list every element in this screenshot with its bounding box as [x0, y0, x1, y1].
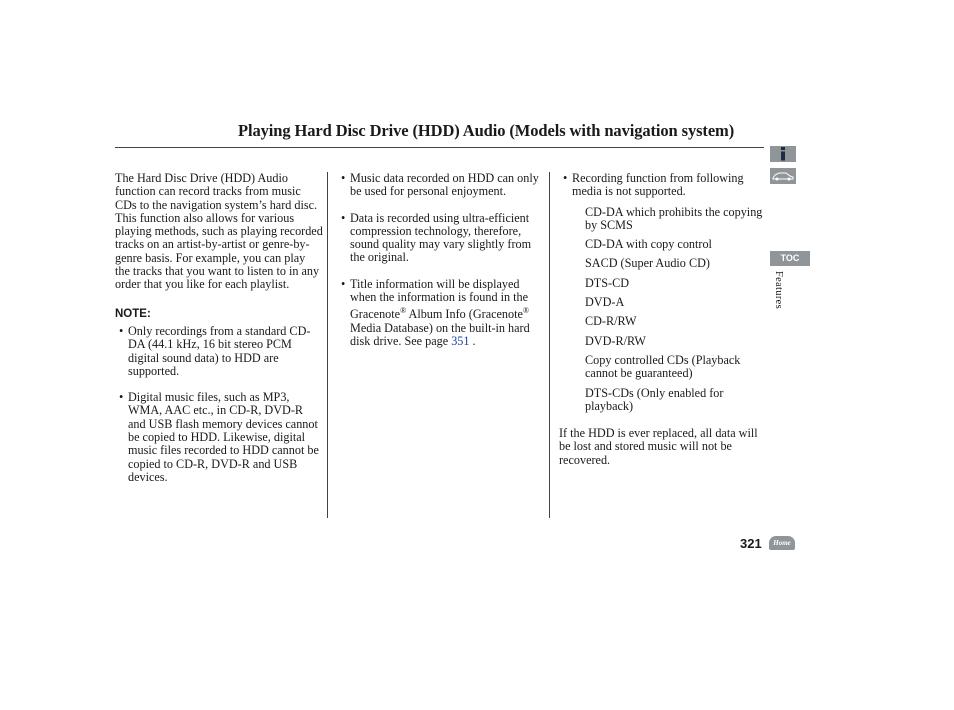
list-item: DVD-R/RW [585, 333, 646, 348]
list-item: • Title information will be displayed when the information is found in the Gracenote® Album Info (Gracenote® Media Database) on the built-in hard disk drive. See page 351 . [341, 276, 530, 349]
column-divider [549, 172, 550, 518]
list-item: DTS-CD [585, 275, 630, 290]
list-item: CD-R/RW [585, 314, 637, 329]
info-button[interactable] [770, 146, 796, 162]
list-item: • Only recordings from a standard CD-DA (44.1 kHz, 16 bit stereo PCM digital sound data) to HDD are supported. [119, 323, 311, 378]
registered-mark: ® [400, 306, 407, 316]
section-label: Features [773, 271, 784, 309]
column-1 [115, 172, 323, 484]
bullet-icon: • [119, 390, 124, 405]
list-item: DVD-A [585, 295, 625, 310]
bullet-icon: • [119, 323, 124, 338]
bullet-icon: • [341, 171, 346, 185]
list-item: Copy controlled CDs (Playback cannot be guaranteed) [585, 352, 741, 381]
unsupported-media-list [585, 206, 763, 414]
page-link[interactable]: 351 [451, 334, 470, 349]
title-divider [115, 147, 764, 148]
replacement-note: If the HDD is ever replaced, all data will be lost and stored music will not be recovered. [559, 426, 758, 467]
list-item: • Digital music files, such as MP3, WMA, AAC etc., in CD-R, DVD-R and USB flash memory devices cannot be copied to HDD. Likewise, digital music files recorded to HDD cannot be copied to CD-R, DVD-R and USB devices. [119, 390, 319, 484]
vehicle-button[interactable] [770, 168, 796, 184]
registered-mark: ® [522, 306, 529, 316]
column-divider [327, 172, 328, 518]
note-label: NOTE: [115, 307, 151, 320]
column-3 [559, 172, 763, 467]
bullet-icon: • [341, 276, 346, 291]
page-title: Playing Hard Disc Drive (HDD) Audio (Models with navigation system) [238, 121, 735, 140]
list-item: • Recording function from following media is not supported. [563, 171, 744, 199]
list-item: CD-DA which prohibits the copying by SCMS [585, 204, 763, 232]
car-icon [772, 171, 794, 181]
list-item: CD-DA with copy control [585, 237, 712, 252]
list-item: • Data is recorded using ultra-efficient compression technology, therefore, sound quality may vary slightly from the original. [341, 210, 532, 265]
info-icon [778, 147, 788, 161]
column-2 [341, 172, 539, 348]
intro-paragraph: The Hard Disc Drive (HDD) Audio function can record tracks from music CDs to the navigation system’s hard disc. This function also allows for various playing methods, such as playing recorded tracks on an artist-by-artist or genre-by-genre basis. For example, you can play the tracks that you want to listen to in any order that you like for each playlist. [115, 171, 323, 292]
list-item: DTS-CDs (Only enabled for playback) [585, 385, 724, 413]
home-button[interactable]: Home [769, 536, 795, 550]
bullet-icon: • [563, 171, 568, 185]
page-number: 321 [740, 536, 762, 551]
bullet-icon: • [341, 210, 346, 225]
list-item: • Music data recorded on HDD can only be used for personal enjoyment. [341, 171, 539, 199]
list-item: SACD (Super Audio CD) [585, 256, 710, 271]
toc-button[interactable]: TOC [770, 251, 810, 266]
